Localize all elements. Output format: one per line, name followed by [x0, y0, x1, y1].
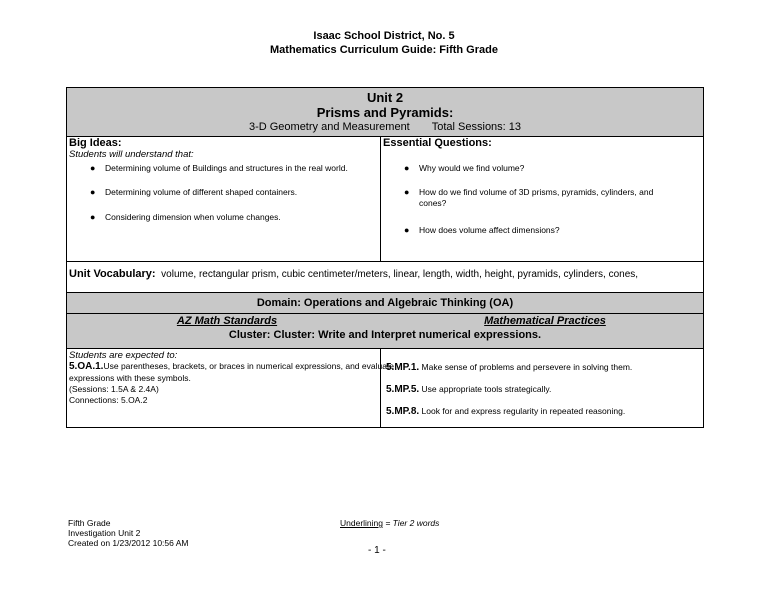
footer-left [68, 518, 189, 548]
expectations-intro: Students are expected to: [69, 350, 178, 361]
connections-ref: Connections: 5.OA.2 [69, 395, 148, 405]
practice-item: 5.MP.5. Use appropriate tools strategically. [386, 384, 552, 395]
list-item: ● Determining volume of different shaped containers. [90, 187, 298, 197]
guide-title: Mathematics Curriculum Guide: Fifth Grade [270, 44, 498, 56]
list-item: ● How does volume affect dimensions? [404, 225, 560, 235]
curriculum-table [66, 87, 704, 428]
list-item: ● How do we find volume of 3D prisms, pyramids, cylinders, and cones? [404, 187, 654, 208]
standard-line [69, 361, 394, 372]
unit-meta [67, 121, 703, 133]
ideas-row [67, 137, 703, 262]
sessions-ref: (Sessions: 1.5A & 2.4A) [69, 384, 159, 394]
unit-header [67, 88, 703, 137]
bullet-icon: ● [404, 163, 410, 173]
standards-detail-row [67, 349, 703, 427]
bullet-icon: ● [404, 187, 410, 197]
practice-item: 5.MP.1. Make sense of problems and persevere in solving them. [386, 362, 633, 373]
vocabulary-label: Unit Vocabulary: [69, 268, 156, 280]
domain-header: Domain: Operations and Algebraic Thinking (OA) [67, 293, 703, 314]
bullet-icon: ● [404, 225, 410, 235]
footer-created: Created on 1/23/2012 10:56 AM [68, 538, 189, 548]
big-ideas-cell [67, 137, 381, 261]
practices-heading: Mathematical Practices [484, 315, 606, 327]
standards-header [67, 314, 703, 349]
list-item: ● Why would we find volume? [404, 163, 525, 173]
footer-note [340, 518, 439, 528]
practices-cell [381, 349, 703, 427]
big-ideas-subtitle: Students will understand that: [69, 149, 194, 160]
vocabulary-text: volume, rectangular prism, cubic centimeter/meters, linear, length, width, height, pyramids, cylinders, cones, [161, 269, 639, 280]
practice-item: 5.MP.8. Look for and express regularity in repeated reasoning. [386, 406, 626, 417]
big-ideas-title: Big Ideas: [69, 137, 122, 149]
unit-sessions: Total Sessions: 13 [431, 121, 522, 133]
list-item: ● Determining volume of Buildings and structures in the real world. [90, 163, 348, 173]
page-number: - 1 - [368, 545, 386, 556]
essential-questions-cell [381, 137, 703, 261]
list-item: ● Considering dimension when volume changes. [90, 212, 281, 222]
essential-questions-title: Essential Questions: [383, 137, 492, 149]
vocabulary-row [67, 262, 703, 293]
unit-title: Prisms and Pyramids: [316, 105, 454, 120]
bullet-icon: ● [90, 163, 96, 173]
underline-example: Underlining [340, 518, 383, 528]
tier-note: = Tier 2 words [383, 518, 440, 528]
standard-line-2: expressions with these symbols. [69, 373, 191, 383]
standard-text: Use parentheses, brackets, or braces in numerical expressions, and evaluate [103, 361, 395, 371]
district-title: Isaac School District, No. 5 [313, 30, 455, 42]
az-standards-heading: AZ Math Standards [176, 315, 278, 327]
footer-investigation: Investigation Unit 2 [68, 528, 141, 538]
cluster-heading: Cluster: Cluster: Write and Interpret numerical expressions. [228, 329, 542, 341]
unit-number: Unit 2 [366, 90, 404, 105]
footer-grade: Fifth Grade [68, 518, 111, 528]
unit-topic: 3-D Geometry and Measurement [248, 121, 410, 133]
bullet-icon: ● [90, 187, 96, 197]
standard-cell [67, 349, 395, 427]
bullet-icon: ● [90, 212, 96, 222]
standard-code: 5.OA.1. [69, 361, 104, 372]
